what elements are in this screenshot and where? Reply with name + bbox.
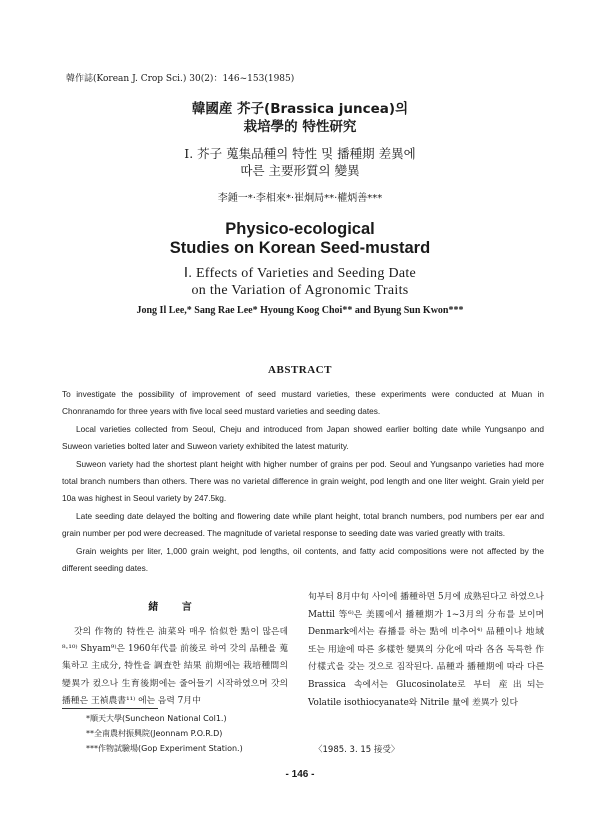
footnote-1: *順天大學(Suncheon National Col1.)	[86, 714, 227, 723]
received-date: 〈1985. 3. 15 接受〉	[314, 745, 400, 755]
abstract-paragraph: Late seeding date delayed the bolting and flowering date while plant height, total branch numbers, pod numbers per ear and grain number per pod were decreased. The magnitude of varietal response to seeding date was varied greatly with traits.	[62, 511, 544, 538]
abstract-heading: ABSTRACT	[268, 364, 332, 376]
intro-right-text: 旬부터 8月中旬 사이에 播種하면 5月에 成熟된다고 하였으나 Mattil 等⁶⁾은 美國에서 播種期가 1~3月의 分布를 보이며 Denmark에서는 春播를 하는 點에 비추어⁴⁾ 品種이나 地域 또는 用途에 따른 多樣한 變異의 分化에 따라 各各 독특한 作付樣式을 갖는 것으로 짐작된다. 品種과 播種期에 따라 다른 Brassica 속에서는 Glucosinolate로 부터 産出되는 Volatile isothiocyanate와 Nitrile 量에 差異가 있다	[308, 592, 544, 708]
section-heading-introduction: 緒 言	[148, 602, 202, 613]
intro-right-column	[308, 589, 544, 712]
abstract-paragraph: Local varieties collected from Seoul, Cheju and introduced from Japan showed earlier bolting date while Yungsanpo and Suweon varieties bolted later and Suweon variety exhibited the latest maturity.	[62, 424, 544, 451]
english-title-line-2: Studies on Korean Seed-mustard	[169, 239, 431, 257]
intro-left-text: 갓의 作物的 特性은 油菜와 매우 恰似한 點이 많은데⁸·¹⁰⁾ Shyam⁹⁾은 1960年代를 前後로 하여 갓의 品種을 蒐集하고 主成分, 特性을 調査한 結果 前期에는 栽培種間의 變異가 컸으나 生育後期에는 줄어들기 시작하였으며 갓의 播種은 王禎農書¹¹⁾ 에는 음력 7月中	[62, 627, 288, 706]
page-number: - 146 -	[285, 769, 315, 780]
english-authors: Jong Il Lee,* Sang Rae Lee* Hyoung Koog Choi** and Byung Sun Kwon***	[136, 305, 464, 316]
english-title-line-1: Physico-ecological	[225, 220, 375, 238]
abstract-body	[62, 386, 544, 579]
english-subtitle-line-2: on the Variation of Agronomic Traits	[191, 283, 409, 298]
footnote-3: ***作物試驗場(Gop Experiment Station.)	[86, 744, 243, 753]
footnote-divider	[62, 708, 158, 709]
footnote-2: **全南農村振興院(Jeonnam P.O.R.D)	[86, 729, 223, 738]
korean-subtitle-line-2: 따른 主要形質의 變異	[240, 163, 360, 178]
korean-authors: 李鍾一*·李相來*·崔炯局**·權炳善***	[217, 193, 383, 204]
english-subtitle-line-1: Ⅰ. Effects of Varieties and Seeding Date	[183, 266, 417, 281]
korean-title-line-1: 韓國産 芥子(Brassica juncea)의	[191, 101, 409, 117]
abstract-paragraph: To investigate the possibility of improvement of seed mustard varieties, these experiments were conducted at Muan in Chonranamdo for three years with five local seed mustard varieties and seeding dates.	[62, 389, 544, 416]
abstract-paragraph: Suweon variety had the shortest plant height with higher number of grains per pod. Seoul and Yungsanpo varieties had more total branch numbers than others. There was no varietal difference in grain weight, pod length and one liter weight. Grain yield per 10a was highest in Seoul variety by 247.5kg.	[62, 459, 544, 503]
journal-citation: 韓作誌(Korean J. Crop Sci.) 30(2)：146~153(1985)	[66, 74, 295, 84]
intro-left-column	[62, 624, 288, 710]
abstract-paragraph: Grain weights per liter, 1,000 grain weight, pod lengths, oil contents, and fatty acid compositions were not affected by the different seeding dates.	[62, 546, 544, 573]
korean-subtitle-line-1: Ⅰ. 芥子 蒐集品種의 特性 및 播種期 差異에	[184, 146, 416, 161]
korean-title-line-2: 栽培學的 特性研究	[243, 119, 357, 135]
